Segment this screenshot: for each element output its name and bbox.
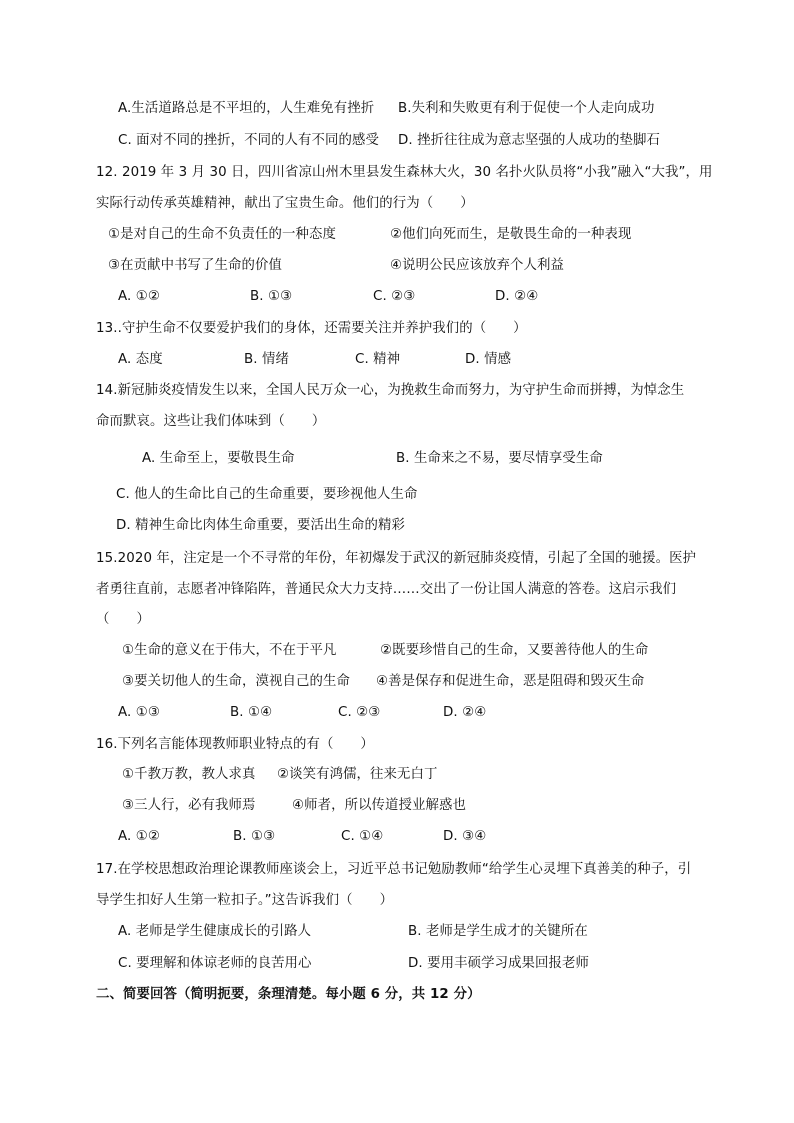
q16-stem: 16.下列名言能体现教师职业特点的有（ ） xyxy=(96,737,374,752)
q12-item-2: ②他们向死而生，是敬畏生命的一种表现 xyxy=(390,227,632,242)
q12-item-4: ④说明公民应该放弃个人利益 xyxy=(390,258,564,273)
q13-option-b[interactable]: B. 情绪 xyxy=(244,352,289,367)
q15-item-2: ②既要珍惜自己的生命，又要善待他人的生命 xyxy=(380,643,649,658)
q12-item-3: ③在贡献中书写了生命的价值 xyxy=(108,258,282,273)
q15-item-3: ③要关切他人的生命，漠视自己的生命 xyxy=(122,674,350,689)
q16-option-b[interactable]: B. ①③ xyxy=(233,829,276,844)
q16-item-3: ③三人行，必有我师焉 xyxy=(122,798,256,813)
q14-option-c[interactable]: C. 他人的生命比自己的生命重要，要珍视他人生命 xyxy=(116,487,418,502)
q15-option-a[interactable]: A. ①③ xyxy=(118,705,160,720)
q12-option-c[interactable]: C. ②③ xyxy=(373,289,416,304)
q11-option-a[interactable]: A.生活道路总是不平坦的，人生难免有挫折 xyxy=(118,101,375,116)
q16-item-4: ④师者，所以传道授业解惑也 xyxy=(292,798,466,813)
q15-option-b[interactable]: B. ①④ xyxy=(230,705,273,720)
q15-stem-line2: 者勇往直前，志愿者冲锋陷阵，普通民众大力支持……交出了一份让国人满意的答卷。这启示我们 xyxy=(96,582,677,597)
q15-option-c[interactable]: C. ②③ xyxy=(338,705,381,720)
q13-option-d[interactable]: D. 情感 xyxy=(465,352,512,367)
q14-option-a[interactable]: A. 生命至上，要敬畏生命 xyxy=(142,451,295,466)
q12-stem-line2: 实际行动传承英雄精神，献出了宝贵生命。他们的行为（ ） xyxy=(96,196,474,211)
q17-option-c[interactable]: C. 要理解和体谅老师的良苦用心 xyxy=(118,956,312,971)
q11-option-d[interactable]: D. 挫折往往成为意志坚强的人成功的垫脚石 xyxy=(398,133,660,148)
q14-option-b[interactable]: B. 生命来之不易，要尽情享受生命 xyxy=(396,451,603,466)
q17-stem-line2: 导学生扣好人生第一粒扣子。”这告诉我们（ ） xyxy=(96,893,394,908)
q12-item-1: ①是对自己的生命不负责任的一种态度 xyxy=(108,227,336,242)
q16-item-1: ①千教万教，教人求真 xyxy=(122,767,256,782)
q15-item-4: ④善是保存和促进生命，恶是阻碍和毁灭生命 xyxy=(376,674,645,689)
q17-stem-line1: 17.在学校思想政治理论课教师座谈会上，习近平总书记勉励教师“给学生心灵埋下真善美的种子，引 xyxy=(96,862,692,877)
q16-item-2: ②谈笑有鸿儒，往来无白丁 xyxy=(277,767,438,782)
q15-item-1: ①生命的意义在于伟大，不在于平凡 xyxy=(122,643,337,658)
q15-stem-line1: 15.2020 年，注定是一个不寻常的年份，年初爆发于武汉的新冠肺炎疫情，引起了全国的驰援。医护 xyxy=(96,551,697,566)
q11-option-b[interactable]: B.失利和失败更有利于促使一个人走向成功 xyxy=(398,101,655,116)
q12-option-b[interactable]: B. ①③ xyxy=(250,289,293,304)
q15-option-d[interactable]: D. ②④ xyxy=(443,705,487,720)
q14-option-d[interactable]: D. 精神生命比肉体生命重要，要活出生命的精彩 xyxy=(116,518,405,533)
q17-option-b[interactable]: B. 老师是学生成才的关键所在 xyxy=(408,924,588,939)
q12-stem-line1: 12. 2019 年 3 月 30 日，四川省凉山州木里县发生森林大火，30 名扑火队员将“小我”融入“大我”，用 xyxy=(96,165,713,180)
q13-stem: 13..守护生命不仅要爱护我们的身体，还需要关注并养护我们的（ ） xyxy=(96,321,527,336)
q13-option-c[interactable]: C. 精神 xyxy=(355,352,401,367)
section-2-heading: 二、简要回答（简明扼要，条理清楚。每小题 6 分，共 12 分） xyxy=(96,987,481,1002)
q16-option-a[interactable]: A. ①② xyxy=(118,829,160,844)
q17-option-a[interactable]: A. 老师是学生健康成长的引路人 xyxy=(118,924,312,939)
q14-stem-line2: 命而默哀。这些让我们体味到（ ） xyxy=(96,414,326,429)
q12-option-d[interactable]: D. ②④ xyxy=(495,289,539,304)
q14-stem-line1: 14.新冠肺炎疫情发生以来，全国人民万众一心，为挽救生命而努力，为守护生命而拼搏，为悼念生 xyxy=(96,383,685,398)
q16-option-c[interactable]: C. ①④ xyxy=(341,829,384,844)
q16-option-d[interactable]: D. ③④ xyxy=(443,829,487,844)
q17-option-d[interactable]: D. 要用丰硕学习成果回报老师 xyxy=(408,956,590,971)
q12-option-a[interactable]: A. ①② xyxy=(118,289,160,304)
q11-option-c[interactable]: C. 面对不同的挫折，不同的人有不同的感受 xyxy=(118,133,379,148)
q13-option-a[interactable]: A. 态度 xyxy=(118,352,163,367)
q15-stem-line3: （ ） xyxy=(96,612,150,627)
